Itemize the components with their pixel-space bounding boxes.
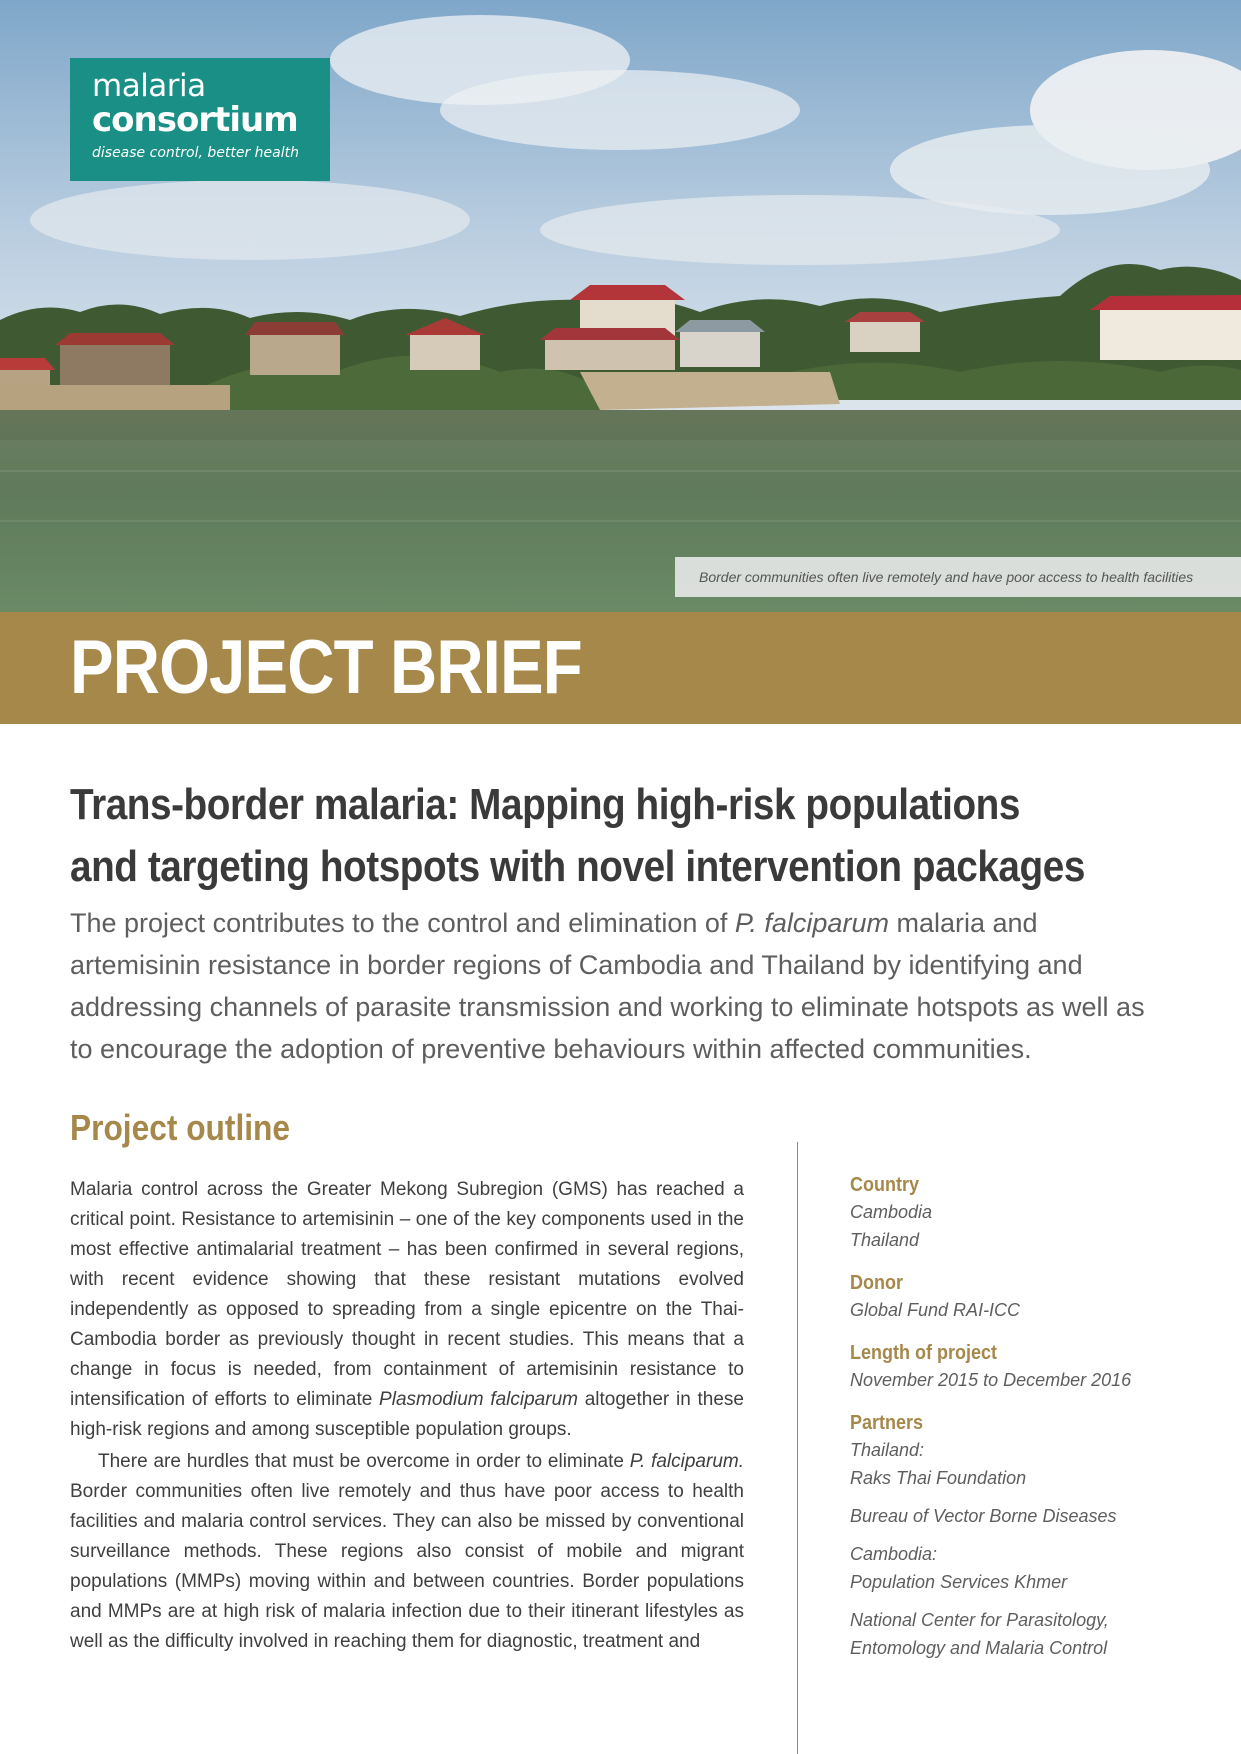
- logo-tagline: disease control, better health: [92, 145, 299, 161]
- malaria-consortium-logo: [70, 58, 330, 181]
- partners-label: Partners: [850, 1412, 924, 1434]
- country-block: [850, 1172, 1210, 1254]
- partner-name: Bureau of Vector Borne Diseases: [850, 1506, 1117, 1526]
- intro-species-name: P. falciparum: [734, 908, 889, 938]
- logo-word-consortium: consortium: [92, 100, 298, 140]
- country-value: Thailand: [850, 1230, 920, 1250]
- country-label: Country: [850, 1174, 920, 1196]
- country-value: Cambodia: [850, 1202, 933, 1222]
- outline-p2-species: P. falciparum.: [629, 1451, 744, 1472]
- outline-p1-end: altogether in these high-risk regions and among susceptible population groups.: [70, 1389, 744, 1440]
- partners-country-cambodia: Cambodia:: [850, 1544, 938, 1564]
- page-title-line-1: Trans-border malaria: Mapping high-risk populations: [70, 780, 1020, 829]
- donor-value: Global Fund RAI-ICC: [850, 1300, 1021, 1320]
- outline-p2-end: Border communities often live remotely and thus have poor access to health facilities and malaria control services. They can also be missed by conventional surveillance methods. These regions also consist of mobile and migrant populations (MMPs) moving within and between countries. Border populations and MMPs are at high risk of malaria infection due to their itinerant lifestyles as well as the difficulty involved in reaching them for diagnostic, treatment and: [70, 1481, 744, 1652]
- intro-text-end: malaria and artemisinin resistance in border regions of Cambodia and Thailand by identifying and addressing channels of parasite transmission and working to eliminate hotspots as well as to encourage the adoption of preventive behaviours within affected communities.: [70, 908, 1145, 1064]
- project-brief-banner: [0, 612, 1241, 724]
- intro-paragraph: [70, 902, 1170, 1070]
- logo-word-malaria: malaria: [92, 68, 206, 104]
- partner-name: Raks Thai Foundation: [850, 1468, 1027, 1488]
- length-value: November 2015 to December 2016: [850, 1370, 1132, 1390]
- outline-body: [70, 1175, 744, 1657]
- project-facts-sidebar: [850, 1172, 1210, 1678]
- partner-name-continued: Entomology and Malaria Control: [850, 1638, 1108, 1658]
- outline-paragraph-1: [70, 1175, 744, 1445]
- column-divider: [797, 1142, 798, 1754]
- page-title: [70, 774, 1126, 898]
- length-label: Length of project: [850, 1342, 997, 1364]
- outline-paragraph-2: [70, 1447, 744, 1657]
- partner-name: Population Services Khmer: [850, 1572, 1068, 1592]
- partners-country-thailand: Thailand:: [850, 1440, 925, 1460]
- intro-text-start: The project contributes to the control and elimination of: [70, 908, 735, 938]
- outline-p1-start: Malaria control across the Greater Mekong Subregion (GMS) has reached a critical point. Resistance to artemisinin – one of the key components used in the most effective antimalarial treatment – has been confirmed in several regions, with recent evidence showing that these resistant mutations evolved independently as opposed to spreading from a single epicentre on the Thai-Cambodia border as previously thought in recent studies. This means that a change in focus is needed, from containment of artemisinin resistance to intensification of efforts to eliminate: [70, 1179, 744, 1410]
- photo-caption: Border communities often live remotely and have poor access to health facilities: [675, 557, 1241, 597]
- donor-block: [850, 1270, 1210, 1324]
- page-title-line-2: and targeting hotspots with novel intervention packages: [70, 842, 1085, 891]
- section-heading-project-outline: Project outline: [70, 1107, 291, 1148]
- length-block: [850, 1340, 1210, 1394]
- donor-label: Donor: [850, 1272, 904, 1294]
- partner-name: National Center for Parasitology,: [850, 1610, 1109, 1630]
- banner-title: PROJECT BRIEF: [70, 625, 582, 710]
- partners-block: [850, 1410, 1210, 1662]
- outline-p2-start: There are hurdles that must be overcome in order to eliminate: [98, 1451, 630, 1472]
- outline-p1-species: Plasmodium falciparum: [379, 1389, 578, 1410]
